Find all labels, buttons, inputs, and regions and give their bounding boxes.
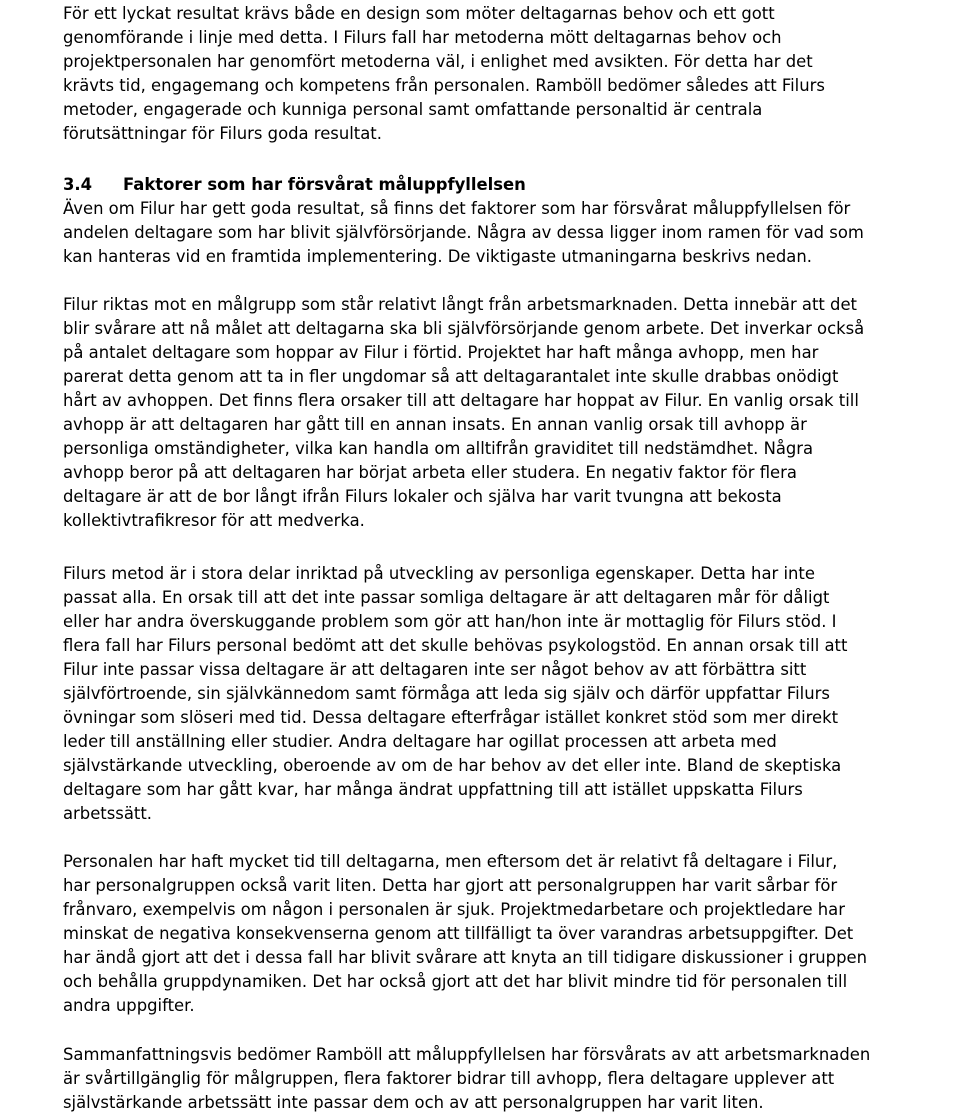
text-line: eller har andra överskuggande problem som gör att han/hon inte är mottaglig för Filurs stöd. I <box>63 612 837 631</box>
section-number: 3.4 <box>63 175 93 194</box>
text-line: Personalen har haft mycket tid till deltagarna, men eftersom det är relativt få deltagare i Filur, <box>63 852 838 871</box>
text-line: avhopp beror på att deltagaren har börjat arbeta eller studera. En negativ faktor för flera <box>63 463 797 482</box>
text-line: Filur inte passar vissa deltagare är att deltagaren inte ser något behov av att förbättra sitt <box>63 660 807 679</box>
text-line: frånvaro, exempelvis om någon i personalen är sjuk. Projektmedarbetare och projektledare har <box>63 900 845 919</box>
section-heading-line <box>63 173 960 197</box>
text-line: Sammanfattningsvis bedömer Ramböll att måluppfyllelsen har försvårats av att arbetsmarknaden <box>63 1045 871 1064</box>
paragraph-summary <box>63 1043 960 1115</box>
text-line: på antalet deltagare som hoppar av Filur i förtid. Projektet har haft många avhopp, men har <box>63 343 819 362</box>
text-line: är svårtillgänglig för målgruppen, flera faktorer bidrar till avhopp, flera deltagare upplever att <box>63 1069 835 1088</box>
text-line: deltagare är att de bor långt ifrån Filurs lokaler och själva har varit tvungna att bekosta <box>63 487 782 506</box>
text-line: och behålla gruppdynamiken. Det har också gjort att det har blivit mindre tid för personalen till <box>63 972 848 991</box>
paragraph-staffing <box>63 850 960 1018</box>
text-line: passat alla. En orsak till att det inte passar somliga deltagare är att deltagaren mår för dåligt <box>63 588 830 607</box>
paragraph-success-factors <box>63 2 960 146</box>
text-line: övningar som slöseri med tid. Dessa deltagare efterfrågar istället konkret stöd som mer direkt <box>63 708 839 727</box>
text-line: Även om Filur har gett goda resultat, så finns det faktorer som har försvårat måluppfyllelsen för <box>63 199 851 218</box>
text-line: minskat de negativa konsekvenserna genom att tillfälligt ta över varandras arbetsuppgifter. Det <box>63 924 854 943</box>
text-line: har ändå gjort att det i dessa fall har blivit svårare att knyta an till tidigare diskussioner i gruppen <box>63 948 867 967</box>
text-line: förutsättningar för Filurs goda resultat. <box>63 124 382 143</box>
text-line: personliga omständigheter, vilka kan handla om alltifrån graviditet till nedstämdhet. Några <box>63 439 814 458</box>
text-line: avhopp är att deltagaren har gått till en annan insats. En annan vanlig orsak till avhopp är <box>63 415 807 434</box>
text-line: parerat detta genom att ta in fler ungdomar så att deltagarantalet inte skulle drabbas onödigt <box>63 367 839 386</box>
text-line: krävts tid, engagemang och kompetens från personalen. Ramböll bedömer således att Filurs <box>63 76 825 95</box>
text-line: andelen deltagare som har blivit självförsörjande. Några av dessa ligger inom ramen för vad som <box>63 223 864 242</box>
text-line: deltagare som har gått kvar, har många ändrat uppfattning till att istället uppskatta Filurs <box>63 780 803 799</box>
paragraph-target-group <box>63 293 960 533</box>
text-line: metoder, engagerade och kunniga personal samt omfattande personaltid är centrala <box>63 100 763 119</box>
paragraph-method-fit <box>63 562 960 826</box>
text-line: självstärkande utveckling, oberoende av om de har behov av det eller inte. Bland de skeptiska <box>63 756 842 775</box>
section-title: Faktorer som har försvårat måluppfyllelsen <box>123 175 526 194</box>
text-line: leder till anställning eller studier. Andra deltagare har ogillat processen att arbeta med <box>63 732 777 751</box>
text-line: projektpersonalen har genomfört metoderna väl, i enlighet med avsikten. För detta har det <box>63 52 813 71</box>
paragraph-intro-challenges <box>63 197 960 269</box>
section-heading <box>63 173 960 197</box>
text-line: genomförande i linje med detta. I Filurs fall har metoderna mött deltagarnas behov och <box>63 28 782 47</box>
text-line: Filurs metod är i stora delar inriktad på utveckling av personliga egenskaper. Detta har inte <box>63 564 815 583</box>
text-line: blir svårare att nå målet att deltagarna ska bli självförsörjande genom arbete. Det inverkar också <box>63 319 865 338</box>
text-line: kollektivtrafikresor för att medverka. <box>63 511 365 530</box>
text-line: hårt av avhoppen. Det finns flera orsaker till att deltagare har hoppat av Filur. En vanlig orsak till <box>63 391 859 410</box>
text-line: flera fall har Filurs personal bedömt att det skulle behövas psykologstöd. En annan orsak till att <box>63 636 848 655</box>
text-line: självförtroende, sin självkännedom samt förmåga att leda sig själv och därför uppfattar Filurs <box>63 684 830 703</box>
text-line: arbetssätt. <box>63 804 152 823</box>
text-line: andra uppgifter. <box>63 996 195 1015</box>
text-line: kan hanteras vid en framtida implementering. De viktigaste utmaningarna beskrivs nedan. <box>63 247 812 266</box>
text-line: Filur riktas mot en målgrupp som står relativt långt från arbetsmarknaden. Detta innebär att det <box>63 295 857 314</box>
text-line: har personalgruppen också varit liten. Detta har gjort att personalgruppen har varit sårbar för <box>63 876 838 895</box>
text-line: självstärkande arbetssätt inte passar dem och av att personalgruppen har varit liten. <box>63 1093 764 1112</box>
text-line: För ett lyckat resultat krävs både en design som möter deltagarnas behov och ett gott <box>63 4 775 23</box>
